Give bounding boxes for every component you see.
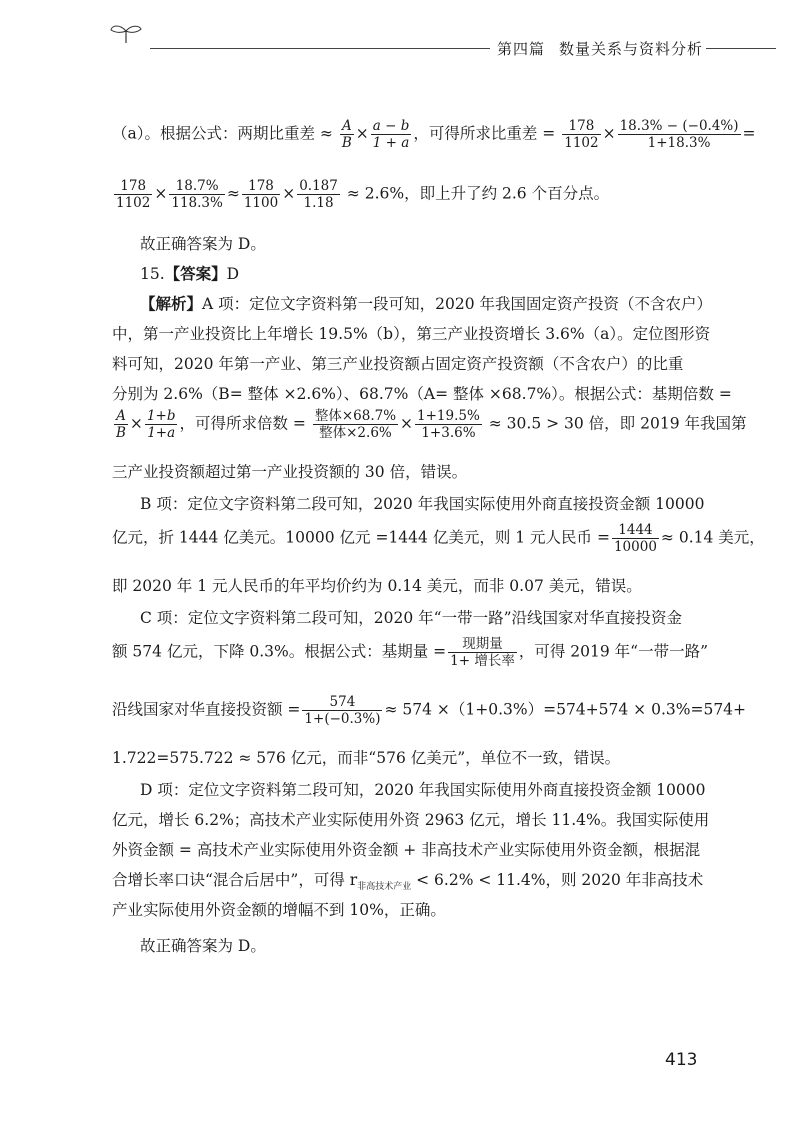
- header-rule-right: [706, 48, 776, 49]
- line-8: 分别为 2.6%（B= 整体 ×2.6%）、68.7%（A= 整体 ×68.7%）。根据公式：基期倍数 =: [112, 385, 732, 403]
- header-rule-left: [150, 48, 490, 49]
- page-number: 413: [665, 1050, 698, 1070]
- fraction: $\frac{1444}{10000}$: [613, 522, 657, 555]
- line-2: $\frac{178}{1102}$ × $\frac{18.7\%}{118.3\%}$ ≈ $\frac{178}{1100}$ × $\frac{0.187}{1.18}$ ≈ 2.6%，即上升了约 2.6 个百分点。: [116, 178, 610, 211]
- line-12: 亿元，折 1444 亿美元。10000 亿元 =1444 亿美元，则 1 元人民币 = $\frac{1444}{10000}$ ≈ 0.14 美元，: [112, 522, 765, 555]
- fraction: $\frac{a - b}{1 + a}$: [372, 118, 410, 151]
- line-3: 故正确答案为 D。: [140, 235, 266, 253]
- line-21: 合增长率口诀“混合后居中”，可得 $r_{非高技术产业} < 6.2\% < 11.4\%$，则 2020 年非高技术: [112, 871, 704, 893]
- fraction: $\frac{1+19.5\%}{1+3.6\%}$: [417, 408, 480, 441]
- fraction: $\frac{A}{B}$: [341, 118, 352, 151]
- fraction: $\frac{178}{1100}$: [243, 178, 279, 211]
- header-title: [497, 38, 703, 59]
- line-7: 料可知，2020 年第一产业、第三产业投资额占固定资产投资额（不含农户）的比重: [112, 355, 684, 373]
- line-15: 额 574 亿元，下降 0.3%。根据公式：基期量 = $\frac{\text{现期量}}{\text{1+ 增长率}}$ ，可得 2019 年“一带一路”: [112, 636, 709, 669]
- text: ，可得所求比重差 =: [413, 124, 556, 143]
- header-part: 第四篇: [497, 40, 546, 58]
- fraction: $\frac{\text{整体×68.7\%}}{\text{整体×2.6\%}}$: [314, 408, 397, 441]
- fraction: $\frac{18.3\% - (-0.4\%)}{1+18.3\%}$: [619, 118, 739, 151]
- line-9: $\frac{A}{B}$ × $\frac{1+b}{1+a}$ ，可得所求倍数 = $\frac{\text{整体×68.7\%}}{\text{整体×2.6\%}}$ × $\frac{1+19.5\%}{1+3.6\%}$ ≈ 30.5 > 30 倍，即 2019 年我国第: [116, 408, 747, 441]
- line-19: 亿元，增长 6.2%；高技术产业实际使用外资 2963 亿元，增长 11.4%。我国实际使用: [112, 811, 710, 829]
- page-header: [0, 0, 800, 60]
- line-20: 外资金额 = 高技术产业实际使用外资金额 + 非高技术产业实际使用外资金额，根据混: [112, 841, 701, 859]
- line-5: 【解析】A 项：定位文字资料第一段可知，2020 年我国固定资产投资（不含农户）: [140, 294, 713, 313]
- line-23: 故正确答案为 D。: [140, 937, 266, 955]
- fraction: $\frac{1+b}{1+a}$: [146, 408, 176, 441]
- line-11: B 项：定位文字资料第二段可知，2020 年我国实际使用外商直接投资金额 10000: [140, 495, 705, 513]
- line-14: C 项：定位文字资料第二段可知，2020 年“一带一路”沿线国家对华直接投资金: [140, 609, 683, 627]
- header-chapter: 数量关系与资料分析: [559, 40, 704, 58]
- line-17: 1.722=575.722 ≈ 576 亿元，而非“576 亿美元”，单位不一致，错误。: [112, 749, 621, 767]
- fraction: $\frac{A}{B}$: [116, 408, 126, 441]
- sprout-icon: [108, 22, 144, 44]
- fraction: $\frac{574}{1+(-0.3\%)}$: [304, 694, 381, 727]
- fraction: $\frac{178}{1102}$: [564, 118, 599, 151]
- line-22: 产业实际使用外资金额的增幅不到 10%，正确。: [112, 901, 446, 919]
- line-10: 三产业投资额超过第一产业投资额的 30 倍，错误。: [112, 463, 468, 481]
- text: ≈ 2.6%，即上升了约 2.6 个百分点。: [346, 184, 610, 203]
- text: （a）。根据公式：两期比重差 ≈: [112, 124, 333, 143]
- fraction: $\frac{\text{现期量}}{\text{1+ 增长率}}$: [450, 636, 515, 669]
- line-6: 中，第一产业投资比上年增长 19.5%（b），第三产业投资增长 3.6%（a）。定位图形资: [112, 325, 711, 343]
- line-18: D 项：定位文字资料第二段可知，2020 年我国实际使用外商直接投资金额 10000: [140, 781, 706, 799]
- fraction: $\frac{18.7\%}{118.3\%}$: [171, 178, 223, 211]
- line-13: 即 2020 年 1 元人民币的年平均价约为 0.14 美元，而非 0.07 美元，错误。: [112, 577, 642, 595]
- line-4: 15.【答案】D: [140, 264, 240, 283]
- fraction: $\frac{178}{1102}$: [116, 178, 151, 211]
- line-16: 沿线国家对华直接投资额 = $\frac{574}{1+(-0.3\%)}$ ≈ 574 ×（1+0.3%）=574+574 × 0.3%=574+: [112, 694, 747, 727]
- fraction: $\frac{0.187}{1.18}$: [299, 178, 338, 211]
- line-1: （a）。根据公式：两期比重差 ≈ $\frac{A}{B}$ × $\frac{a - b}{1 + a}$ ，可得所求比重差 = $\frac{178}{1102}$ × $\frac{18.3\% - (-0.4\%)}{1+18.3\%}$ =: [112, 118, 756, 151]
